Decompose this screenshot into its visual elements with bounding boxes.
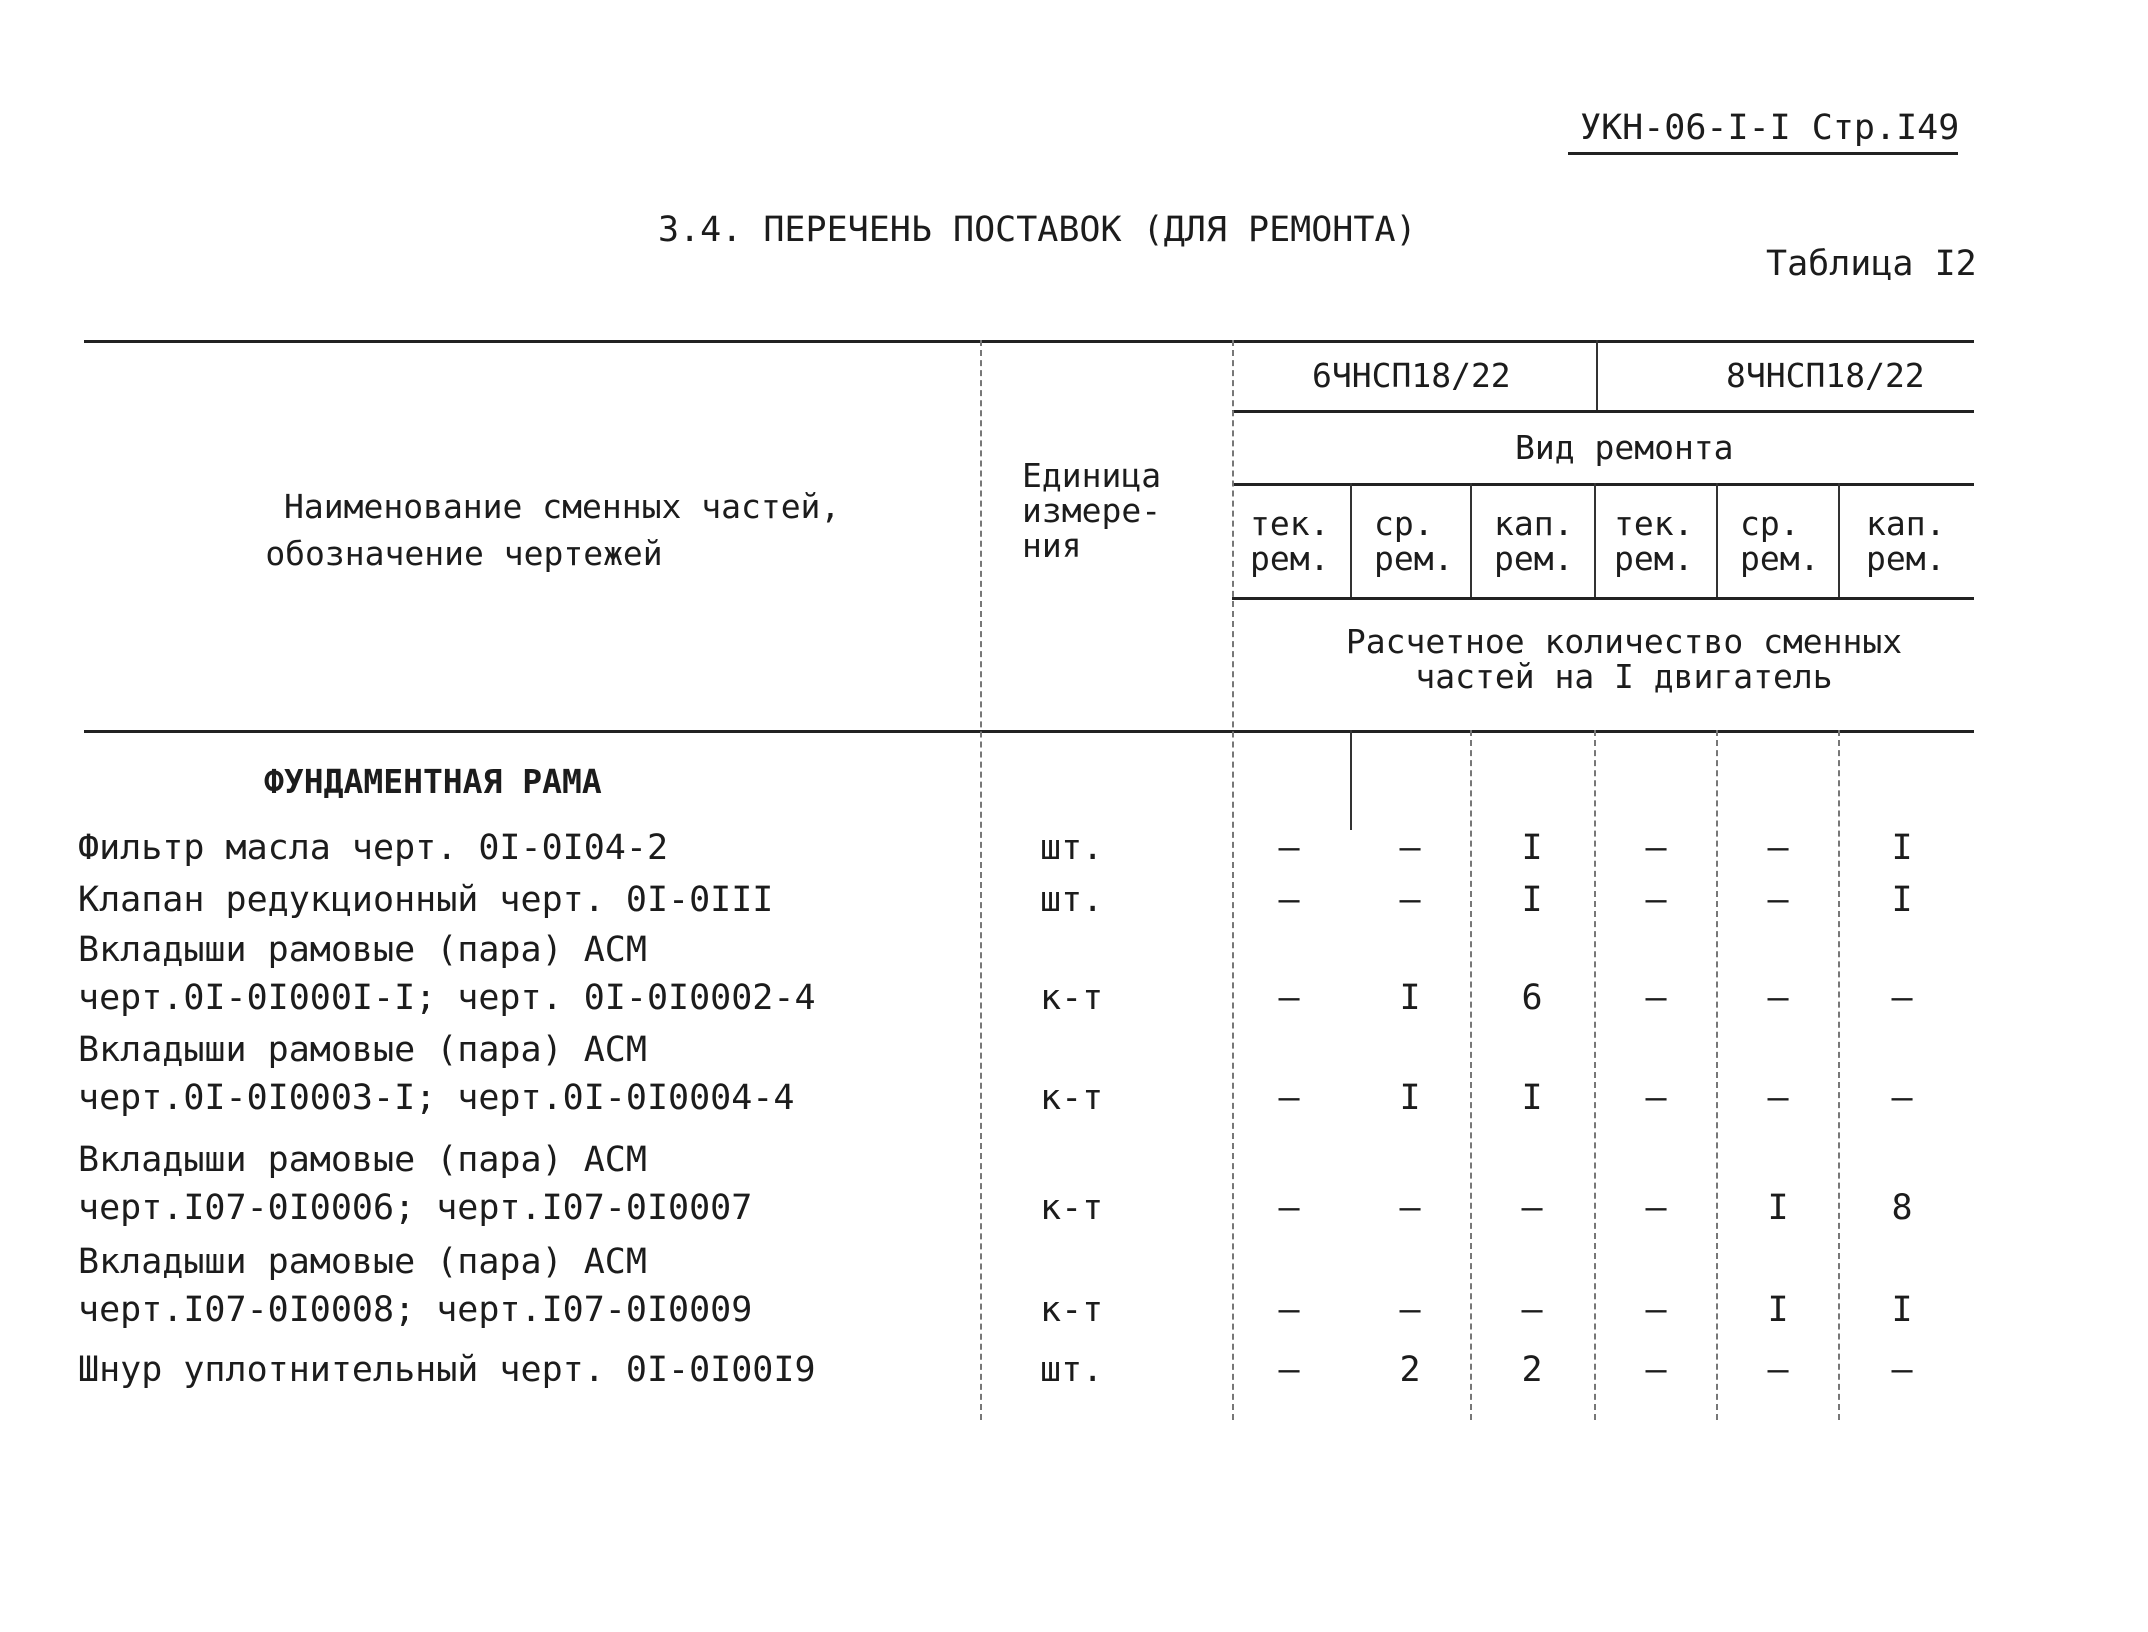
engine-divider	[1596, 340, 1598, 410]
row-6-value-5: I	[1767, 1290, 1789, 1330]
engine-header-rule	[1232, 410, 1974, 413]
body-divider-2	[1470, 730, 1472, 1420]
subcol-divider-4	[1716, 483, 1718, 597]
row-2-value-1: –	[1278, 880, 1300, 920]
row-5-value-4: –	[1645, 1188, 1667, 1228]
row-7-value-2: 2	[1399, 1350, 1421, 1390]
subcol-3-line-2: рем.	[1494, 539, 1574, 578]
row-5-value-3: –	[1521, 1188, 1543, 1228]
row-3-value-6: –	[1891, 978, 1913, 1018]
row-3-value-3: 6	[1521, 978, 1543, 1018]
subcol-divider-1	[1350, 483, 1352, 597]
row-2-value-6: I	[1891, 880, 1913, 920]
header-unit-column	[1022, 458, 1161, 563]
row-3-value-4: –	[1645, 978, 1667, 1018]
header-repair-type: Вид ремонта	[1515, 428, 1734, 467]
quantity-note-line-2: частей на I двигатель	[1415, 657, 1833, 696]
column-divider-unit	[1232, 340, 1234, 1420]
row-2-name-line-1: Клапан редукционный черт. 0I-0III	[78, 880, 774, 920]
row-5-name-line-1: Вкладыши рамовые (пара) АСМ	[78, 1140, 647, 1180]
quantity-note-line-1: Расчетное количество сменных	[1345, 622, 1903, 661]
row-1-value-5: –	[1767, 828, 1789, 868]
subcol-5-header	[1740, 506, 1819, 576]
row-3-unit: к-т	[1040, 978, 1104, 1018]
document-title: 3.4. ПЕРЕЧЕНЬ ПОСТАВОК (ДЛЯ РЕМОНТА)	[658, 210, 1417, 250]
header-unit-line-2: измере-	[1022, 491, 1162, 530]
row-2-value-2: –	[1399, 880, 1421, 920]
row-6-name-line-2: черт.I07-0I0008; черт.I07-0I0009	[78, 1290, 753, 1330]
row-2-value-5: –	[1767, 880, 1789, 920]
row-1-value-2: –	[1399, 828, 1421, 868]
header-engine-b: 8ЧНСП18/22	[1726, 356, 1925, 395]
subcol-2-line-1: ср.	[1374, 504, 1434, 543]
body-divider-1	[1350, 730, 1352, 830]
subcol-4-line-1: тек.	[1614, 504, 1694, 543]
row-1-name-line-1: Фильтр масла черт. 0I-0I04-2	[78, 828, 669, 868]
subcol-1-line-1: тек.	[1250, 504, 1330, 543]
table-top-rule	[84, 340, 1974, 343]
row-2-value-3: I	[1521, 880, 1543, 920]
header-unit-line-1: Единица	[1022, 456, 1162, 495]
subcol-3-line-1: кап.	[1494, 504, 1574, 543]
row-6-name-line-1: Вкладыши рамовые (пара) АСМ	[78, 1242, 647, 1282]
page-reference: УКН-06-I-I Стр.I49	[1580, 108, 1960, 148]
repair-type-rule	[1232, 483, 1974, 486]
row-4-value-1: –	[1278, 1078, 1300, 1118]
header-name-line-2: обозначение чертежей	[265, 534, 663, 573]
row-7-value-4: –	[1645, 1350, 1667, 1390]
row-1-value-4: –	[1645, 828, 1667, 868]
row-4-name-line-1: Вкладыши рамовые (пара) АСМ	[78, 1030, 647, 1070]
subcol-divider-5	[1838, 483, 1840, 597]
row-7-name-line-1: Шнур уплотнительный черт. 0I-0I00I9	[78, 1350, 816, 1390]
row-5-value-6: 8	[1891, 1188, 1913, 1228]
subcol-4-line-2: рем.	[1614, 539, 1694, 578]
subcol-2-line-2: рем.	[1374, 539, 1454, 578]
row-5-value-1: –	[1278, 1188, 1300, 1228]
row-7-unit: шт.	[1040, 1350, 1104, 1390]
row-2-value-4: –	[1645, 880, 1667, 920]
header-unit-line-3: ния	[1022, 526, 1082, 565]
row-1-unit: шт.	[1040, 828, 1104, 868]
row-6-value-6: I	[1891, 1290, 1913, 1330]
body-divider-3	[1594, 730, 1596, 1420]
row-2-unit: шт.	[1040, 880, 1104, 920]
subcol-bottom-rule	[1232, 597, 1974, 600]
section-title: ФУНДАМЕНТНАЯ РАМА	[264, 762, 602, 801]
header-name-line-1: Наименование сменных частей,	[284, 487, 841, 526]
column-divider-name	[980, 340, 982, 1420]
row-4-name-line-2: черт.0I-0I0003-I; черт.0I-0I0004-4	[78, 1078, 795, 1118]
subcol-3-header	[1494, 506, 1573, 576]
row-4-value-5: –	[1767, 1078, 1789, 1118]
subcol-5-line-1: ср.	[1740, 504, 1800, 543]
quantity-note	[1334, 624, 1914, 694]
header-name-column	[265, 483, 841, 577]
row-7-value-6: –	[1891, 1350, 1913, 1390]
subcol-2-header	[1374, 506, 1453, 576]
body-divider-4	[1716, 730, 1718, 1420]
row-1-value-6: I	[1891, 828, 1913, 868]
table-number: Таблица I2	[1766, 244, 1977, 284]
row-4-value-6: –	[1891, 1078, 1913, 1118]
subcol-divider-2	[1470, 483, 1472, 597]
subcol-1-line-2: рем.	[1250, 539, 1330, 578]
row-3-name-line-2: черт.0I-0I000I-I; черт. 0I-0I0002-4	[78, 978, 816, 1018]
subcol-6-line-2: рем.	[1866, 539, 1946, 578]
header-engine-a: 6ЧНСП18/22	[1312, 356, 1511, 395]
subcol-1-header	[1250, 506, 1329, 576]
row-7-value-3: 2	[1521, 1350, 1543, 1390]
row-6-value-1: –	[1278, 1290, 1300, 1330]
subcol-6-line-1: кап.	[1866, 504, 1946, 543]
body-divider-5	[1838, 730, 1840, 1420]
row-6-value-3: –	[1521, 1290, 1543, 1330]
row-7-value-1: –	[1278, 1350, 1300, 1390]
subcol-divider-3	[1594, 483, 1596, 597]
row-5-value-5: I	[1767, 1188, 1789, 1228]
row-6-unit: к-т	[1040, 1290, 1104, 1330]
table-header-bottom-rule	[84, 730, 1974, 733]
row-5-name-line-2: черт.I07-0I0006; черт.I07-0I0007	[78, 1188, 753, 1228]
row-4-value-3: I	[1521, 1078, 1543, 1118]
row-3-value-5: –	[1767, 978, 1789, 1018]
row-7-value-5: –	[1767, 1350, 1789, 1390]
row-5-unit: к-т	[1040, 1188, 1104, 1228]
row-4-unit: к-т	[1040, 1078, 1104, 1118]
row-6-value-4: –	[1645, 1290, 1667, 1330]
row-1-value-3: I	[1521, 828, 1543, 868]
row-4-value-4: –	[1645, 1078, 1667, 1118]
row-1-value-1: –	[1278, 828, 1300, 868]
subcol-4-header	[1614, 506, 1693, 576]
row-3-name-line-1: Вкладыши рамовые (пара) АСМ	[78, 930, 647, 970]
row-3-value-1: –	[1278, 978, 1300, 1018]
row-4-value-2: I	[1399, 1078, 1421, 1118]
subcol-5-line-2: рем.	[1740, 539, 1820, 578]
row-3-value-2: I	[1399, 978, 1421, 1018]
page-reference-underline	[1568, 152, 1958, 155]
subcol-6-header	[1866, 506, 1945, 576]
row-6-value-2: –	[1399, 1290, 1421, 1330]
row-5-value-2: –	[1399, 1188, 1421, 1228]
